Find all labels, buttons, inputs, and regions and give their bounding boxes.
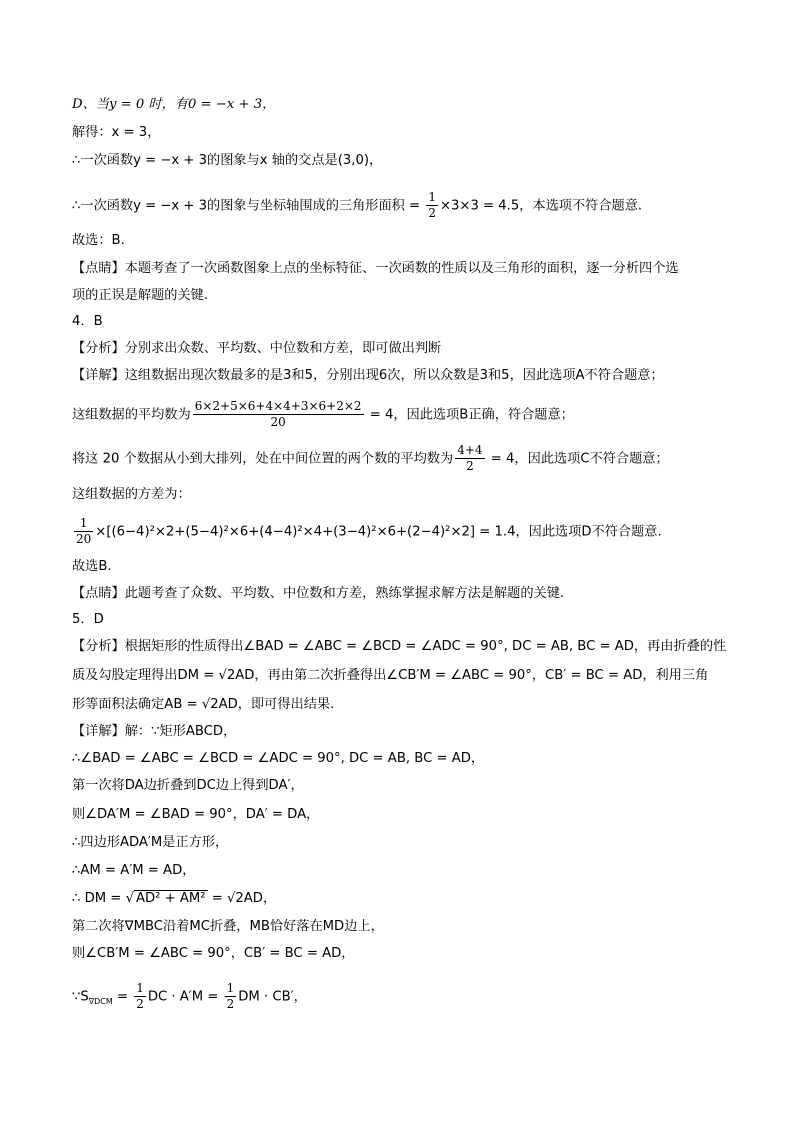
fraction-denominator: 2 bbox=[136, 997, 144, 1011]
text-segment: = 4，因此选项C不符合题意； bbox=[486, 451, 669, 467]
text-line: 则∠DA′M = ∠BAD = 90°，DA′ = DA， bbox=[72, 807, 320, 822]
math-text: D、当y = 0 时，有0 = −x + 3， bbox=[72, 97, 276, 112]
fraction-denominator: 2 bbox=[466, 459, 474, 473]
text-line: 故选B. bbox=[72, 559, 112, 574]
text-line bbox=[72, 890, 754, 908]
fraction-numerator: 1 bbox=[226, 981, 235, 995]
fraction bbox=[225, 981, 237, 1012]
text-line bbox=[72, 96, 754, 114]
fraction bbox=[455, 443, 484, 474]
text-line: 则∠CB′M = ∠ABC = 90°，CB′ = BC = AD， bbox=[72, 946, 355, 961]
text-line: 第二次将∇MBC沿着MC折叠，MB恰好落在MD边上， bbox=[72, 919, 384, 934]
text-line: 【分析】根据矩形的性质得出∠BAD = ∠ABC = ∠BCD = ∠ADC = 90°, DC = AB, BC = AD，再由折叠的性 bbox=[72, 639, 727, 654]
text-line: 【详解】这组数据出现次数最多的是3和5，分别出现6次，所以众数是3和5，因此选项A不符合题意； bbox=[72, 368, 664, 383]
text-line: 质及勾股定理得出DM = √2AD，再由第二次折叠得出∠CB′M = ∠ABC = 90°，CB′ = BC = AD，利用三角 bbox=[72, 668, 709, 683]
text-line bbox=[72, 399, 754, 430]
text-segment: = bbox=[112, 989, 133, 1005]
text-segment: 将这 20 个数据从小到大排列，处在中间位置的两个数的平均数为 bbox=[72, 451, 454, 467]
fraction-numerator: 4+4 bbox=[457, 443, 483, 457]
text-line: 【点睛】此题考查了众数、平均数、中位数和方差，熟练掌握求解方法是解题的关键. bbox=[72, 586, 565, 601]
text-line: ∴四边形ADA′M是正方形， bbox=[72, 835, 229, 850]
text-segment: ×3×3 = 4.5，本选项不符合题意. bbox=[439, 198, 643, 214]
text-line: ∴AM = A′M = AD， bbox=[72, 863, 196, 878]
fraction bbox=[426, 190, 438, 221]
text-segment: = √2AD， bbox=[207, 891, 277, 906]
text-line bbox=[72, 981, 754, 1012]
text-line bbox=[72, 516, 754, 547]
text-segment: ×[(6−4)²×2+(5−4)²×6+(4−4)²×4+(3−4)²×6+(2−4)²×2] = 1.4，因此选项D不符合题意. bbox=[95, 524, 662, 540]
text-segment: ∴ DM = bbox=[72, 891, 126, 906]
fraction-numerator: 6×2+5×6+4×4+3×6+2×2 bbox=[194, 399, 362, 413]
fraction bbox=[74, 516, 93, 547]
fraction bbox=[193, 399, 364, 430]
fraction-numerator: 1 bbox=[428, 190, 436, 204]
text-line: 第一次将DA边折叠到DC边上得到DA′， bbox=[72, 778, 304, 793]
fraction-numerator: 1 bbox=[136, 981, 144, 995]
subscript: ∇DCM bbox=[88, 997, 113, 1007]
text-line: ∴一次函数y = −x + 3的图象与x 轴的交点是(3,0)， bbox=[72, 153, 383, 168]
text-line: 【点睛】本题考查了一次函数图象上点的坐标特征、一次函数的性质以及三角形的面积，逐一分析四个选 bbox=[72, 261, 679, 276]
text-line: 【分析】分别求出众数、平均数、中位数和方差，即可做出判断 bbox=[72, 341, 442, 356]
text-line bbox=[72, 190, 754, 221]
fraction-denominator: 2 bbox=[226, 997, 235, 1011]
text-line bbox=[72, 443, 754, 474]
text-segment: ∵S bbox=[72, 989, 89, 1005]
sqrt-radicand: AD² + AM² bbox=[135, 891, 206, 906]
fraction bbox=[134, 981, 146, 1012]
text-line: 故选：B. bbox=[72, 233, 125, 248]
text-line: 4．B bbox=[72, 314, 103, 329]
text-line: ∴∠BAD = ∠ABC = ∠BCD = ∠ADC = 90°, DC = AB, BC = AD， bbox=[72, 751, 485, 766]
text-segment: = 4，因此选项B正确，符合题意； bbox=[365, 407, 574, 423]
text-line: 项的正误是解题的关键. bbox=[72, 288, 209, 303]
text-segment: ∴一次函数y = −x + 3的图象与坐标轴围成的三角形面积 = bbox=[72, 198, 425, 214]
fraction-denominator: 20 bbox=[76, 532, 92, 546]
text-line: 【详解】解：∵矩形ABCD， bbox=[72, 724, 237, 739]
text-line: 这组数据的方差为： bbox=[72, 487, 191, 502]
text-line: 解得：x = 3， bbox=[72, 125, 161, 140]
fraction-numerator: 1 bbox=[74, 516, 93, 532]
fraction-denominator: 20 bbox=[270, 415, 286, 429]
fraction-denominator: 2 bbox=[428, 206, 436, 220]
text-line: 5．D bbox=[72, 612, 104, 627]
text-segment: 这组数据的平均数为 bbox=[72, 407, 191, 423]
text-segment: DM · CB′， bbox=[238, 989, 307, 1005]
text-line: 形等面积法确定AB = √2AD，即可得出结果. bbox=[72, 697, 335, 712]
text-segment: DC · A′M = bbox=[147, 989, 223, 1005]
sqrt-sign: √ bbox=[125, 891, 134, 906]
